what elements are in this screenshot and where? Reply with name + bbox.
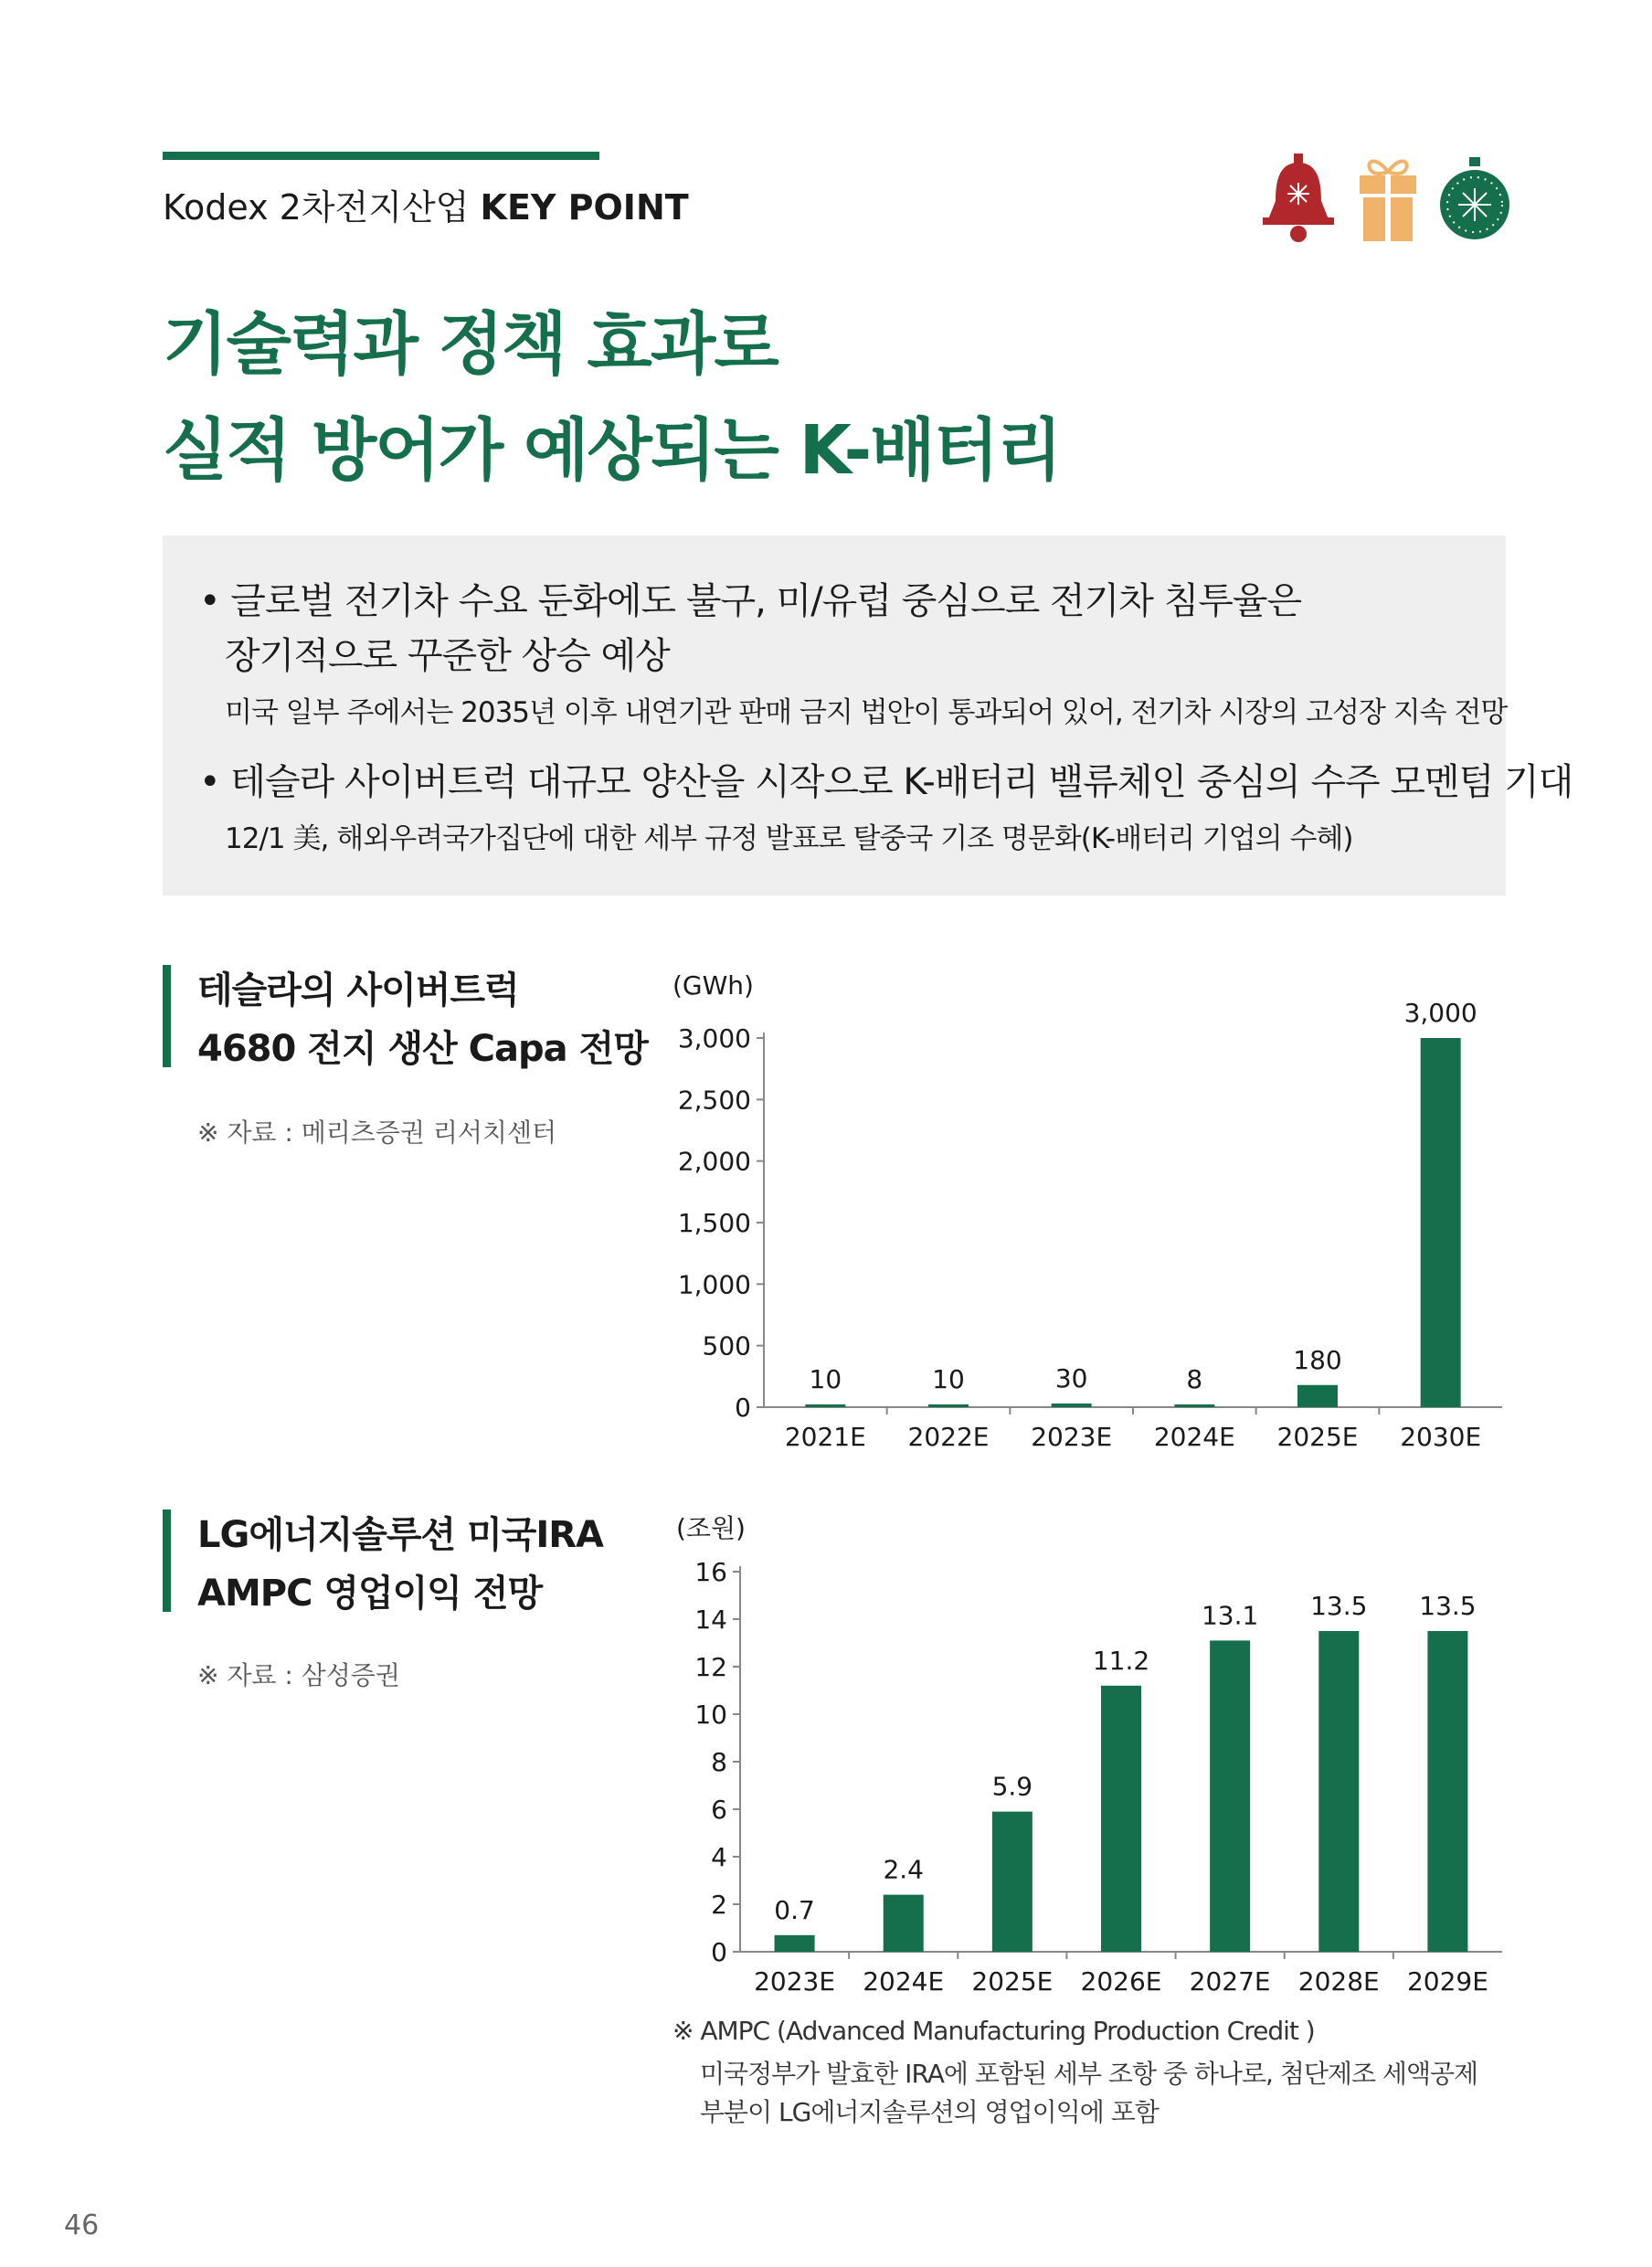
chart1-y-tick-label: 500 <box>702 1330 751 1361</box>
chart1-value-label-2025E: 180 <box>1293 1344 1342 1375</box>
section1-source: ※ 자료 : 메리츠증권 리서치센터 <box>197 1118 557 1148</box>
chart1-y-tick-label: 2,000 <box>677 1146 751 1177</box>
chart2-unit-label: (조원) <box>676 1513 746 1543</box>
chart1-value-label-2030E: 3,000 <box>1403 998 1477 1028</box>
chart1-bar-2030E <box>1421 1038 1461 1407</box>
ornament-icon <box>1438 154 1511 245</box>
header-label <box>163 179 689 229</box>
chart2-value-label-2023E: 0.7 <box>774 1894 815 1925</box>
chart1-bar-2024E <box>1174 1404 1214 1407</box>
chart2-bar-2024E <box>884 1895 924 1952</box>
chart2-value-label-2027E: 13.1 <box>1201 1600 1259 1631</box>
footnote-line1: ※ AMPC (Advanced Manufacturing Production Credit ) <box>672 2016 1315 2046</box>
chart1-category-label-2023E: 2023E <box>1031 1422 1113 1452</box>
section2-title-line2: AMPC 영업이익 전망 <box>197 1573 543 1615</box>
chart2-y-tick-label: 10 <box>694 1700 727 1730</box>
chart2-value-label-2025E: 5.9 <box>991 1771 1033 1802</box>
chart1-y-tick-label: 1,000 <box>677 1269 751 1300</box>
chart2-category-label-2029E: 2029E <box>1406 1966 1488 1997</box>
ampc-profit-chart <box>0 1495 1553 2007</box>
chart1-category-label-2030E: 2030E <box>1400 1422 1482 1452</box>
chart2-bar-2027E <box>1210 1640 1250 1952</box>
chart1-bar-2023E <box>1052 1404 1092 1407</box>
chart2-category-label-2025E: 2025E <box>971 1966 1054 1997</box>
chart1-y-tick-label: 1,500 <box>677 1208 751 1238</box>
chart2-bar-2028E <box>1318 1631 1359 1952</box>
chart2-category-label-2024E: 2024E <box>863 1966 945 1997</box>
page-title-line2: 실적 방어가 예상되는 K-배터리 <box>163 411 1061 490</box>
chart2-y-tick-label: 12 <box>694 1652 727 1682</box>
chart2-category-label-2028E: 2028E <box>1297 1966 1380 1997</box>
chart1-value-label-2023E: 30 <box>1054 1362 1088 1393</box>
chart2-value-label-2026E: 11.2 <box>1092 1645 1150 1676</box>
footnote-line2: 미국정부가 발효한 IRA에 포함된 세부 조항 중 하나로, 첨단제조 세액공제 <box>700 2059 1478 2089</box>
header-label-prefix: Kodex 2차전지산업 <box>163 187 470 228</box>
chart1-value-label-2022E: 10 <box>932 1364 965 1394</box>
chart1-bar-2021E <box>805 1404 845 1407</box>
chart2-bar-2026E <box>1101 1686 1141 1952</box>
chart2-y-tick-label: 16 <box>694 1557 727 1587</box>
chart2-value-label-2029E: 13.5 <box>1419 1591 1477 1621</box>
header-label-bold: KEY POINT <box>480 187 689 228</box>
chart2-bar-2029E <box>1427 1631 1467 1952</box>
chart2-category-label-2026E: 2026E <box>1080 1966 1162 1997</box>
summary-bullet-1-cont: 장기적으로 꾸준한 상승 예상 <box>225 635 670 677</box>
chart1-y-tick-label: 2,500 <box>677 1085 751 1116</box>
page-title-line1: 기술력과 정책 효과로 <box>163 305 778 384</box>
chart2-y-tick-label: 6 <box>711 1795 727 1825</box>
section1-title-line2: 4680 전지 생산 Capa 전망 <box>197 1028 648 1070</box>
chart1-bar-2022E <box>928 1404 969 1407</box>
chart1-category-label-2021E: 2021E <box>784 1422 866 1452</box>
chart1-value-label-2024E: 8 <box>1186 1364 1203 1394</box>
chart1-y-tick-label: 3,000 <box>677 1023 751 1054</box>
chart2-y-tick-label: 8 <box>711 1747 727 1777</box>
chart1-value-label-2021E: 10 <box>809 1364 842 1394</box>
page-number: 46 <box>64 2209 100 2241</box>
tesla-capa-chart <box>0 950 1553 1462</box>
footnote-line3: 부분이 LG에너지솔루션의 영업이익에 포함 <box>700 2097 1159 2127</box>
chart2-y-tick-label: 0 <box>711 1937 727 1967</box>
chart2-value-label-2024E: 2.4 <box>883 1854 924 1885</box>
section2-source: ※ 자료 : 삼성증권 <box>197 1660 400 1690</box>
summary-bullet-1-note: 미국 일부 주에서는 2035년 이후 내연기관 판매 금지 법안이 통과되어 있어, 전기차 시장의 고성장 지속 전망 <box>225 696 1508 729</box>
section2-title-line1: LG에너지솔루션 미국IRA <box>197 1514 604 1556</box>
chart1-bar-2025E <box>1297 1385 1338 1407</box>
chart1-category-label-2024E: 2024E <box>1153 1422 1235 1452</box>
chart1-unit-label: (GWh) <box>672 970 754 1001</box>
gift-icon <box>1358 154 1418 245</box>
chart2-y-tick-label: 14 <box>694 1605 727 1635</box>
chart1-category-label-2022E: 2022E <box>907 1422 990 1452</box>
chart1-y-tick-label: 0 <box>735 1393 751 1423</box>
chart2-category-label-2027E: 2027E <box>1189 1966 1271 1997</box>
summary-bullet-1: • 글로벌 전기차 수요 둔화에도 불구, 미/유럽 중심으로 전기차 침투율은 <box>199 580 1302 622</box>
section1-title-line1: 테슬라의 사이버트럭 <box>197 969 519 1012</box>
summary-panel <box>163 535 1573 895</box>
chart2-bar-2023E <box>775 1935 815 1952</box>
chart1-category-label-2025E: 2025E <box>1276 1422 1359 1452</box>
header-rule <box>163 152 599 160</box>
summary-bullet-2: • 테슬라 사이버트럭 대규모 양산을 시작으로 K-배터리 밸류체인 중심의 수주 모멘텀 기대 <box>199 761 1573 803</box>
chart2-y-tick-label: 4 <box>711 1842 727 1872</box>
summary-bullet-2-note: 12/1 美, 해외우려국가집단에 대한 세부 규정 발표로 탈중국 기조 명문화(K-배터리 기업의 수혜) <box>225 822 1353 855</box>
chart2-y-tick-label: 2 <box>711 1890 727 1920</box>
chart2-value-label-2028E: 13.5 <box>1310 1591 1368 1621</box>
bell-icon <box>1259 154 1338 245</box>
chart2-bar-2025E <box>992 1812 1032 1952</box>
chart2-category-label-2023E: 2023E <box>754 1966 836 1997</box>
